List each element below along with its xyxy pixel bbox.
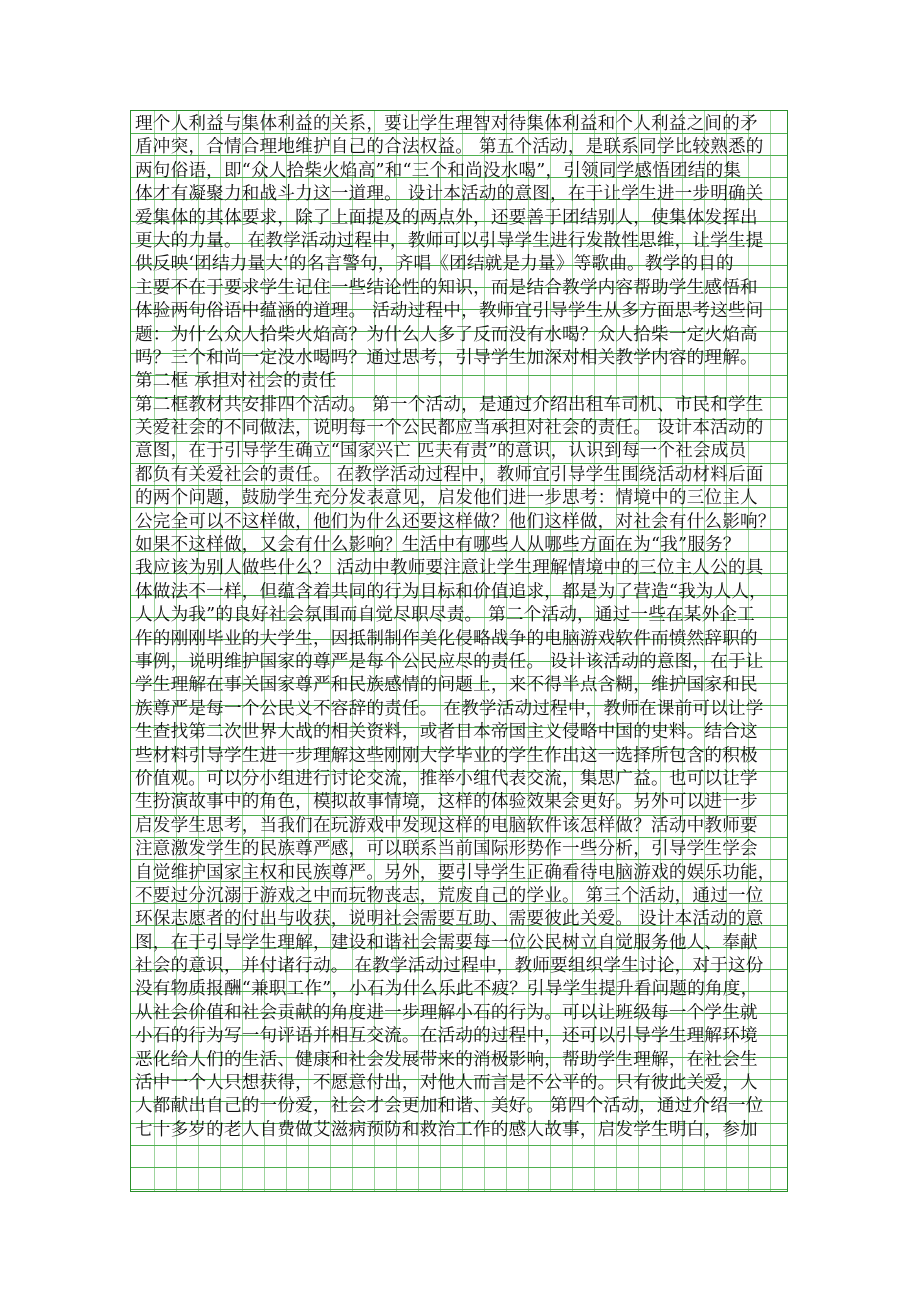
text-line: 的两个问题，鼓励学生充分发表意见，启发他们进一步思考：情境中的三位主人 xyxy=(135,488,758,509)
text-line: 恶化给人们的生活、健康和社会发展带来的消极影响，帮助学生理解，在社会生 xyxy=(135,1049,758,1070)
text-line: 作的刚刚毕业的大学生，因抵制制作美化侵略战争的电脑游戏软件而愤然辞职的 xyxy=(135,628,758,649)
text-line: 环保志愿者的付出与收获，说明社会需要互助、需要彼此关爱。 设计本活动的意 xyxy=(135,909,764,930)
text-line: 人都献出自己的一份爱，社会才会更加和谐、美好。 第四个活动，通过介绍一位 xyxy=(135,1096,764,1117)
text-line: 第二框教材共安排四个活动。 第一个活动，是通过介绍出租车司机、市民和学生 xyxy=(135,394,764,415)
text-line: 都负有关爱社会的责任。 在教学活动过程中，教师宜引导学生围绕活动材料后面 xyxy=(135,464,764,485)
text-line: 盾冲突，合情合理地维护自己的合法权益。 第五个活动，是联系同学比较熟悉的 xyxy=(135,137,764,158)
text-line: 社会的意识，并付诸行动。 在教学活动过程中，教师要组织学生讨论，对于这份 xyxy=(135,956,764,977)
text-line: 题：为什么众人拾柴火焰高？为什么人多了反而没有水喝？众人拾柴一定火焰高 xyxy=(135,324,758,345)
text-line: 关爱社会的不同做法，说明每一个公民都应当承担对社会的责任。 设计本活动的 xyxy=(135,418,764,439)
text-line: 事例，说明维护国家的尊严是每个公民应尽的责任。 设计该活动的意图，在于让 xyxy=(135,651,764,672)
text-line: 注意激发学生的民族尊严感，可以联系当前国际形势作一些分析，引导学生学会 xyxy=(135,839,758,860)
document-body xyxy=(135,113,785,1142)
text-line: 体才有凝聚力和战斗力这一道理。 设计本活动的意图，在于让学生进一步明确关 xyxy=(135,184,764,205)
text-line: 体验两句俗语中蕴涵的道理。 活动过程中，教师宜引导学生从多方面思考这些问 xyxy=(135,301,764,322)
text-line: 更大的力量。 在教学活动过程中，教师可以引导学生进行发散性思维，让学生提 xyxy=(135,230,764,251)
text-line: 图，在于引导学生理解，建设和谐社会需要每一位公民树立自觉服务他人、奉献 xyxy=(135,932,758,953)
text-line: 我应该为别人做些什么？ 活动中教师要注意让学生理解情境中的三位主人公的具 xyxy=(135,558,764,579)
text-line: 公完全可以不这样做，他们为什么还要这样做？他们这样做，对社会有什么影响？ xyxy=(135,511,776,532)
text-line: 启发学生思考，当我们在玩游戏中发现这样的电脑软件该怎样做？活动中教师要 xyxy=(135,815,758,836)
text-line: 学生理解在事关国家尊严和民族感情的问题上，来不得半点含糊，维护国家和民 xyxy=(135,675,758,696)
text-line: 理个人利益与集体利益的关系，要让学生理智对待集体利益和个人利益之间的矛 xyxy=(135,114,758,134)
text-line: 活中一个人只想获得，不愿意付出，对他人而言是不公平的。只有彼此关爱，人 xyxy=(135,1073,758,1094)
text-line: 自觉维护国家主权和民族尊严。另外，要引导学生正确看待电脑游戏的娱乐功能， xyxy=(135,862,776,883)
text-grid-frame xyxy=(130,110,788,1192)
text-line: 第二框 承担对社会的责任 xyxy=(135,371,337,392)
text-line: 吗？三个和尚一定没水喝吗？通过思考，引导学生加深对相关教学内容的理解。 xyxy=(135,347,758,368)
text-line: 供反映‘团结力量大’的名言警句，齐唱《团结就是力量》等歌曲。教学的目的 xyxy=(135,254,734,275)
text-line: 主要不在于要求学生记住一些结论性的知识，而是结合教学内容帮助学生感悟和 xyxy=(135,277,758,298)
text-line: 价值观。可以分小组进行讨论交流，推举小组代表交流，集思广益。也可以让学 xyxy=(135,768,758,789)
text-line: 生查找第二次世界大战的相关资料，或者日本帝国主义侵略中国的史料。结合这 xyxy=(135,722,758,743)
text-line: 生扮演故事中的角色，模拟故事情境，这样的体验效果会更好。另外可以进一步 xyxy=(135,792,758,813)
text-line: 意图，在于引导学生确立“国家兴亡 匹夫有责”的意识，认识到每一个社会成员 xyxy=(135,441,747,462)
text-line: 七十多岁的老人自费做艾滋病预防和救治工作的感人故事，启发学生明白，参加 xyxy=(135,1119,758,1140)
text-line: 体做法不一样，但蕴含着共同的行为目标和价值追求，都是为了营造“我为人人， xyxy=(135,581,767,602)
text-line: 如果不这样做，又会有什么影响？生活中有哪些人从哪些方面在为“我”服务？ xyxy=(135,535,741,556)
text-line: 没有物质报酬“兼职工作”，小石为什么乐此不疲？引导学生提升看问题的角度， xyxy=(135,979,759,1000)
text-line: 人人为我”的良好社会氛围而自觉尽职尽责。 第二个活动，通过一些在某外企工 xyxy=(135,605,755,626)
text-line: 两句俗语，即“众人拾柴火焰高”和“三个和尚没水喝”，引领同学感悟团结的集 xyxy=(135,160,742,181)
text-line: 从社会价值和社会贡献的角度进一步理解小石的行为。可以让班级每一个学生就 xyxy=(135,1002,758,1023)
text-line: 不要过分沉溺于游戏之中而玩物丧志，荒废自己的学业。 第三个活动，通过一位 xyxy=(135,885,764,906)
text-line: 族尊严是每一个公民义不容辞的责任。 在教学活动过程中，教师在课前可以让学 xyxy=(135,698,764,719)
text-line: 些材料引导学生进一步理解这些刚刚大学毕业的学生作出这一选择所包含的积极 xyxy=(135,745,758,766)
text-line: 小石的行为写一句评语并相互交流。在活动的过程中，还可以引导学生理解环境 xyxy=(135,1026,758,1047)
text-line: 爱集体的其体要求，除了上面提及的两点外，还要善于团结别人，使集体发挥出 xyxy=(135,207,758,228)
